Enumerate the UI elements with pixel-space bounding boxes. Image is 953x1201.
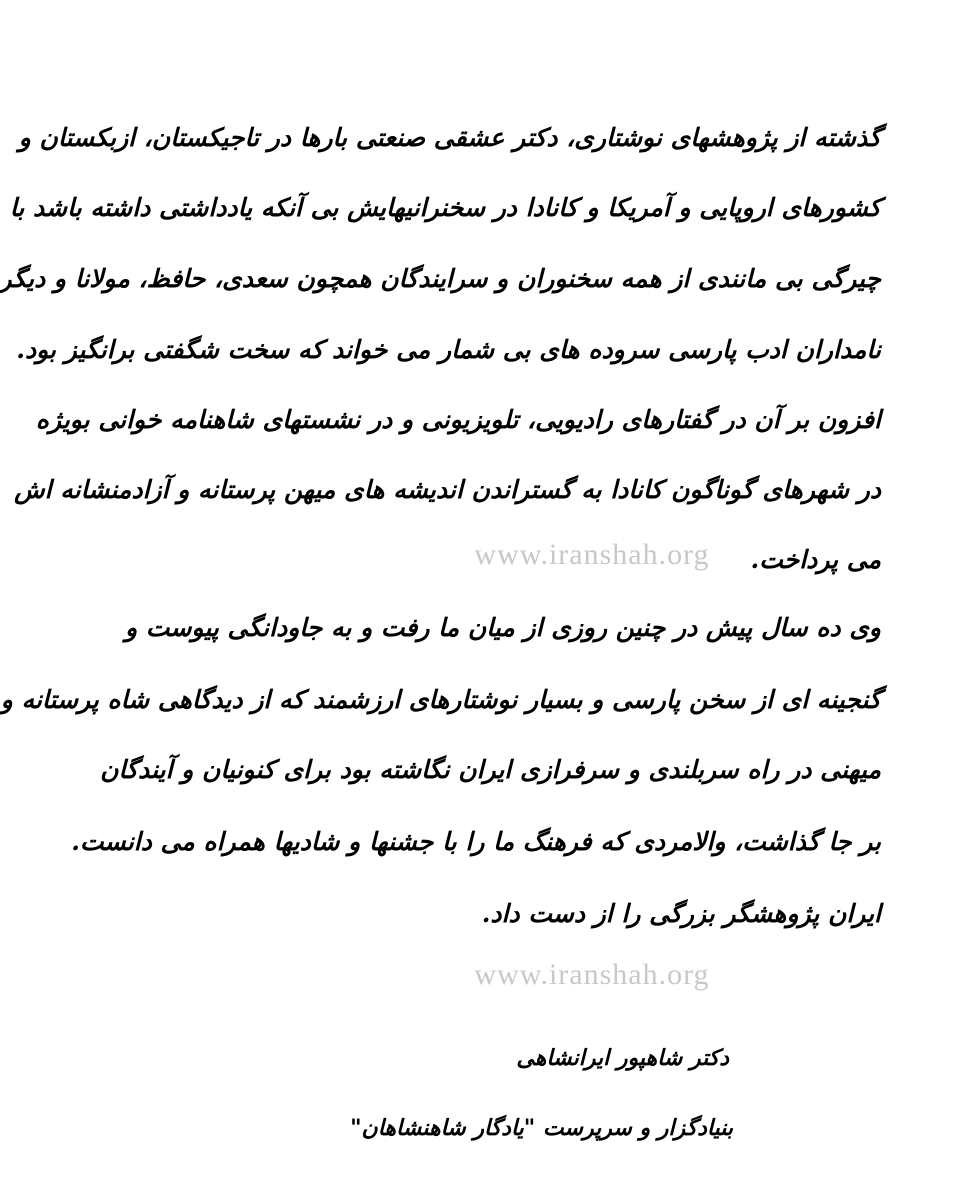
watermark-text: www.iranshah.org (474, 958, 710, 991)
text-line: گنجینه ای از سخن پارسی و بسیار نوشتارهای ارزشمند که از دیدگاهی شاه پرستانه و (0, 685, 881, 714)
text-line: نامداران ادب پارسی سروده های بی شمار می خواند که سخت شگفتی برانگیز بود. (16, 335, 881, 364)
watermark-text: www.iranshah.org (474, 538, 710, 571)
text-line: ایران پژوهشگر بزرگی را از دست داد. (481, 899, 881, 928)
text-line: کشورهای اروپایی و آمریکا و کانادا در سخنرانیهایش بی آنکه یادداشتی داشته باشد با (9, 193, 881, 222)
text-line: بر جا گذاشت، والامردی که فرهنگ ما را با جشنها و شادیها همراه می دانست. (71, 827, 881, 856)
text-line: میهنی در راه سربلندی و سرفرازی ایران نگاشته بود برای کنونیان و آیندگان (100, 755, 881, 784)
text-line: در شهرهای گوناگون کانادا به گستراندن اندیشه های میهن پرستانه و آزادمنشانه اش (14, 475, 881, 504)
text-line: گذشته از پژوهشهای نوشتاری، دکتر عشقی صنعتی بارها در تاجیکستان، ازبکستان و (18, 123, 881, 152)
text-line: چیرگی بی مانندی از همه سخنوران و سرایندگان همچون سعدی، حافظ، مولانا و دیگر (0, 264, 881, 293)
signature-name: دکتر شاهپور ایرانشاهی (516, 1045, 729, 1071)
text-line: افزون بر آن در گفتارهای رادیویی، تلویزیونی و در نشستهای شاهنامه خوانی بویژه (35, 405, 881, 434)
text-line: وی ده سال پیش در چنین روزی از میان ما رفت و به جاودانگی پیوست و (125, 613, 881, 642)
text-line: می پرداخت. (750, 545, 881, 574)
signature-title: بنیادگزار و سرپرست "یادگار شاهنشاهان" (350, 1115, 733, 1141)
